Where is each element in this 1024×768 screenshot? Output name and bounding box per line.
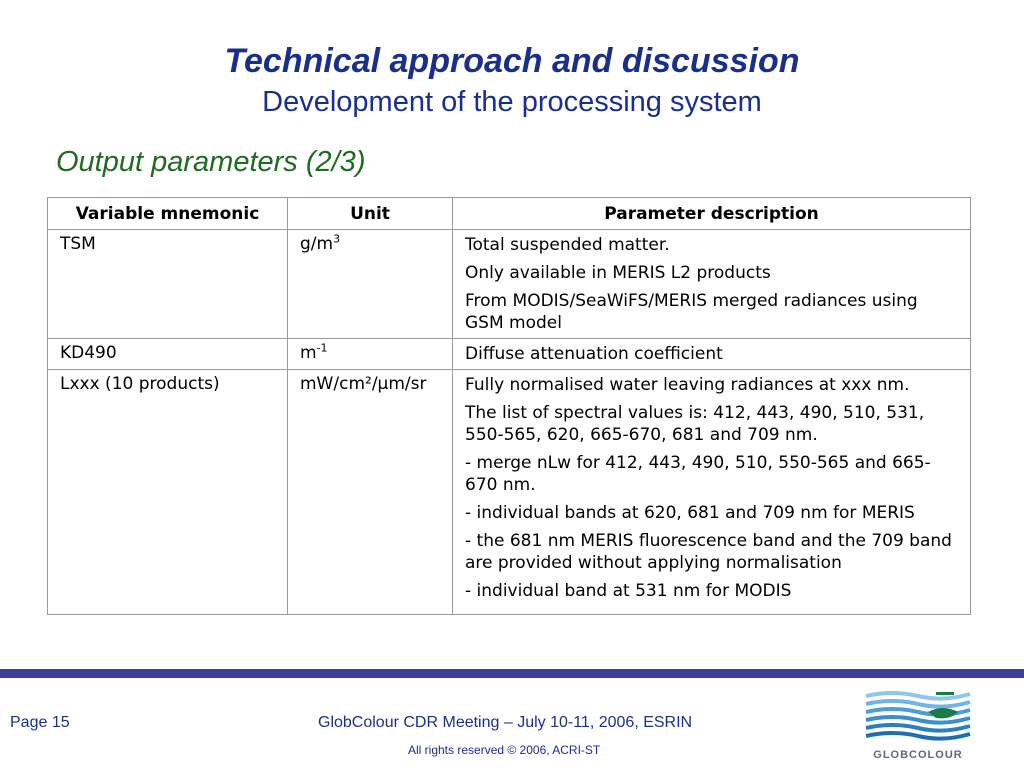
description-line: - individual bands at 620, 681 and 709 nm for MERIS — [465, 503, 915, 523]
unit-base: m — [300, 343, 317, 363]
unit-exponent: 3 — [333, 232, 341, 246]
header-parameter-description: Parameter description — [453, 198, 971, 230]
description-line: Only available in MERIS L2 products — [465, 263, 771, 283]
header-variable-mnemonic: Variable mnemonic — [48, 198, 288, 230]
description-line: Diffuse attenuation coefficient — [465, 344, 723, 364]
table-row — [48, 370, 971, 615]
footer-rule — [0, 669, 1024, 678]
unit-base: g/m — [300, 234, 334, 254]
logo-wordmark: GLOBCOLOUR — [873, 749, 963, 761]
cell-unit — [288, 230, 453, 339]
cell-description — [453, 230, 971, 339]
output-parameters-table — [47, 197, 971, 615]
cell-mnemonic: Lxxx (10 products) — [48, 370, 288, 615]
description-line: - the 681 nm MERIS fluorescence band and the 709 band are provided without applying normalisation — [465, 531, 952, 573]
meeting-info: GlobColour CDR Meeting – July 10-11, 2006, ESRIN — [318, 714, 693, 731]
description-line: From MODIS/SeaWiFS/MERIS merged radiances using GSM model — [465, 291, 918, 333]
description-line: Fully normalised water leaving radiances at xxx nm. — [465, 375, 910, 395]
page-number: Page 15 — [10, 714, 70, 731]
unit-exponent: -1 — [316, 341, 328, 355]
description-line: - individual band at 531 nm for MODIS — [465, 581, 792, 601]
cell-mnemonic: KD490 — [48, 339, 288, 370]
cell-unit — [288, 370, 453, 615]
cell-unit — [288, 339, 453, 370]
copyright: All rights reserved © 2006, ACRI-ST — [408, 743, 601, 757]
unit-base: mW/cm²/µm/sr — [300, 374, 427, 394]
description-line: The list of spectral values is: 412, 443, 490, 510, 531, 550-565, 620, 665-670, 681 and 709 nm. — [465, 403, 925, 445]
cell-description — [453, 370, 971, 615]
cell-description — [453, 339, 971, 370]
description-line: Total suspended matter. — [465, 235, 670, 255]
cell-mnemonic: TSM — [48, 230, 288, 339]
slide-subtitle: Development of the processing system — [262, 86, 762, 118]
description-line: - merge nLw for 412, 443, 490, 510, 550-565 and 665-670 nm. — [465, 453, 931, 495]
header-unit: Unit — [288, 198, 453, 230]
section-heading: Output parameters (2/3) — [56, 146, 366, 178]
table-row — [48, 339, 971, 370]
table-header-row — [48, 198, 971, 230]
globcolour-logo — [858, 686, 978, 764]
table-row — [48, 230, 971, 339]
slide-title: Technical approach and discussion — [224, 42, 800, 80]
